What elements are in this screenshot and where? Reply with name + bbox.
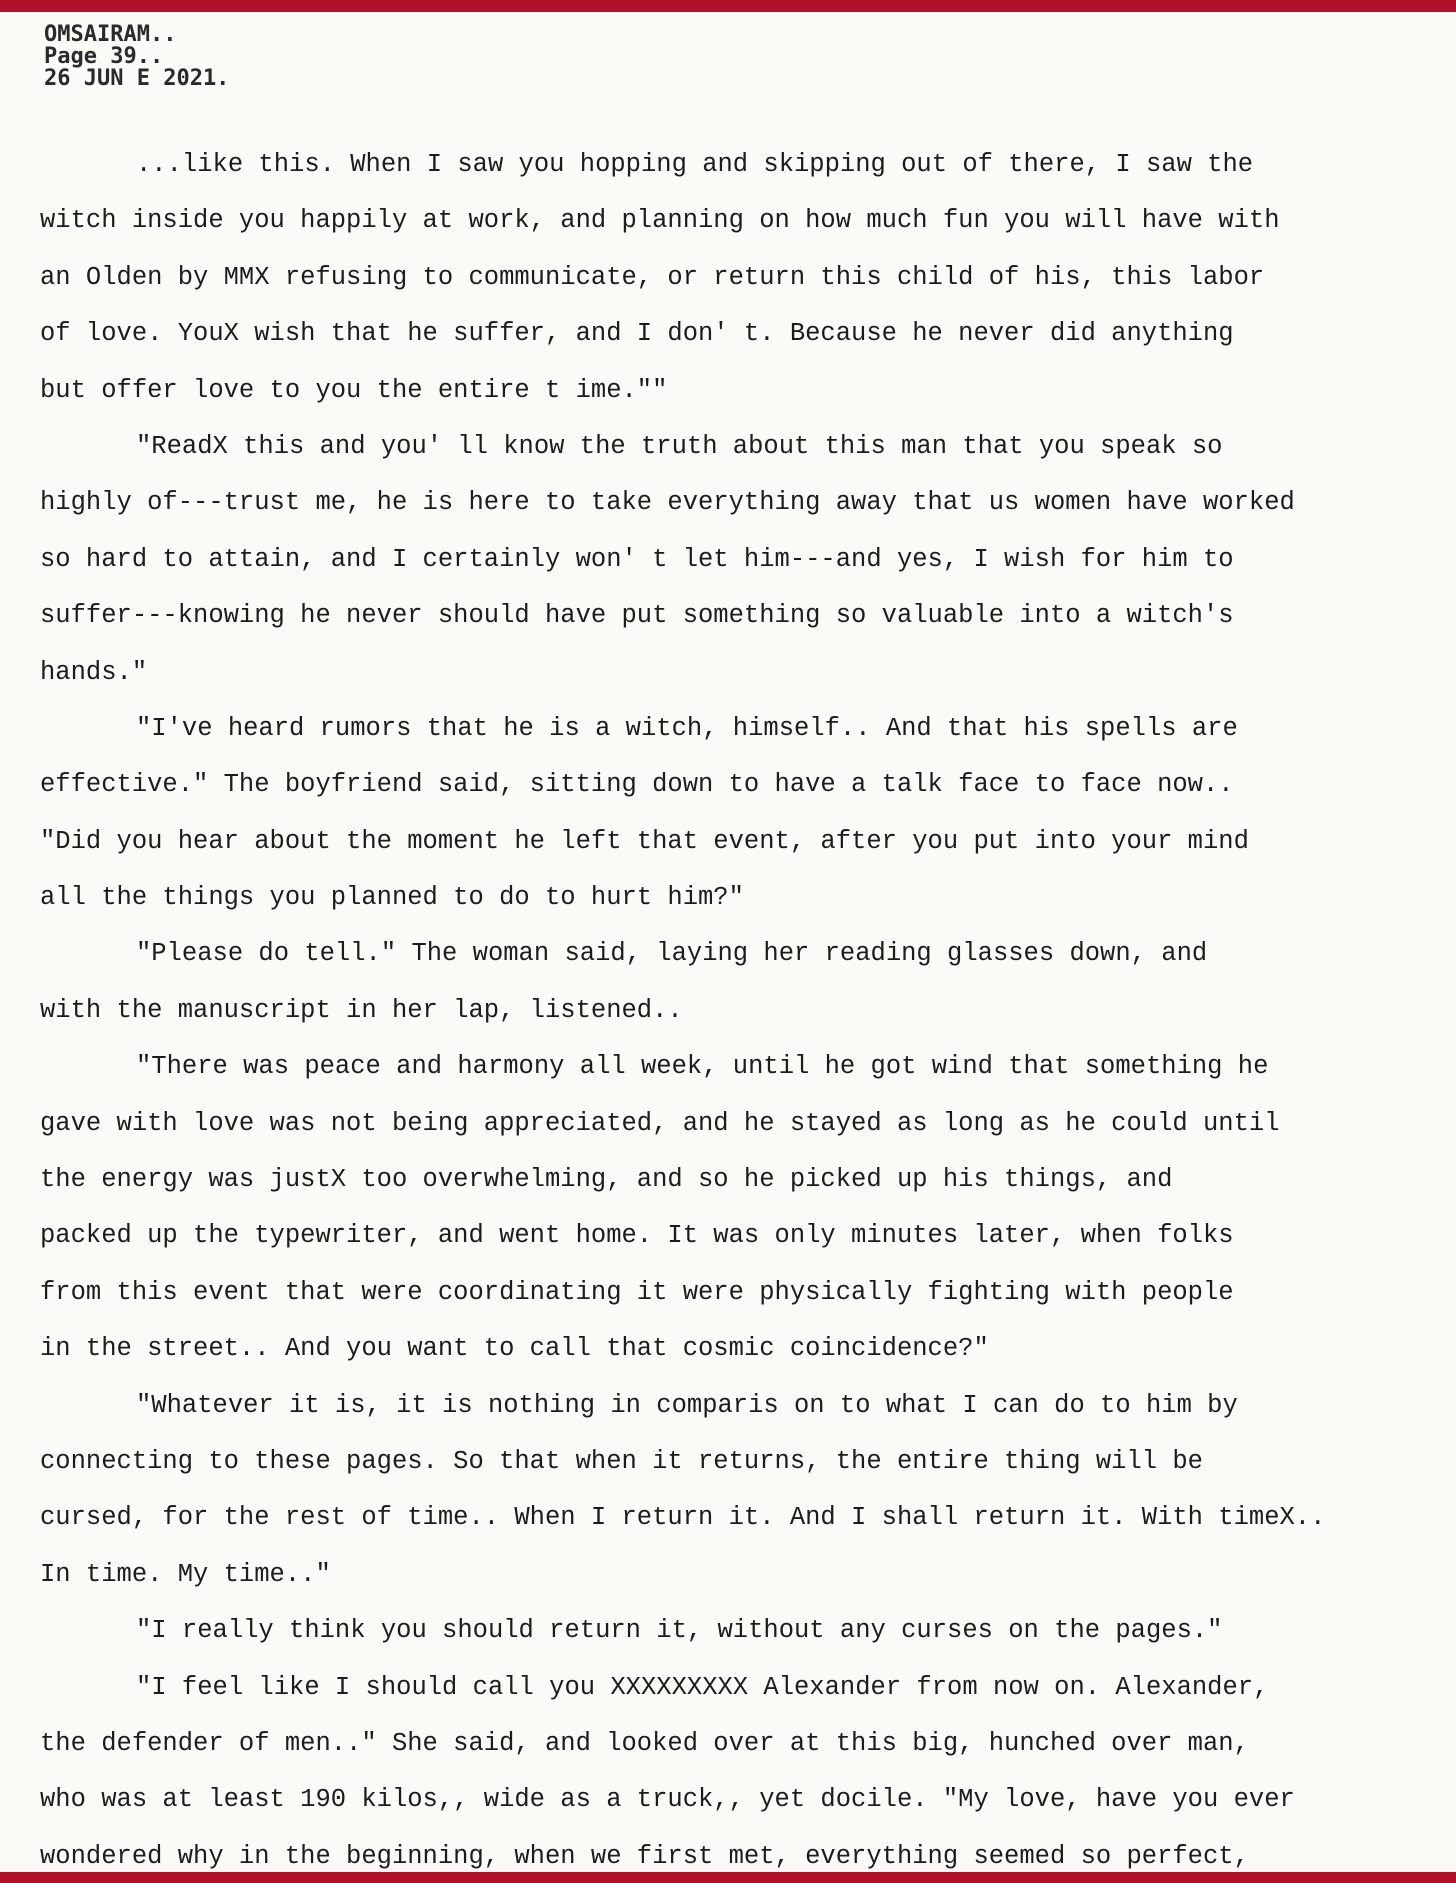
page-number: Page 39.. <box>44 44 164 69</box>
text-line: suffer---knowing he never should have put something so valuable into a witch's <box>40 601 1234 631</box>
text-line: "Whatever it is, it is nothing in comparis on to what I can do to him by <box>136 1390 1238 1420</box>
text-line: all the things you planned to do to hurt him?" <box>40 883 744 913</box>
text-line: gave with love was not being appreciated, and he stayed as long as he could until <box>40 1108 1280 1138</box>
text-line: "There was peace and harmony all week, until he got wind that something he <box>136 1052 1269 1082</box>
text-line: from this event that were coordinating it were physically fighting with people <box>40 1277 1234 1307</box>
page-date: 26 JUN E 2021. <box>44 66 230 91</box>
text-line: but offer love to you the entire t ime."" <box>40 375 668 405</box>
text-line: witch inside you happily at work, and planning on how much fun you will have with <box>40 206 1280 236</box>
text-line: effective." The boyfriend said, sitting down to have a talk face to face now.. <box>40 770 1234 800</box>
text-line: who was at least 190 kilos,, wide as a truck,, yet docile. "My love, have you ever <box>40 1785 1295 1815</box>
text-line: "I feel like I should call you XXXXXXXXX Alexander from now on. Alexander, <box>136 1672 1269 1702</box>
text-line: "Did you hear about the moment he left that event, after you put into your mind <box>40 826 1249 856</box>
text-line: hands." <box>40 657 148 687</box>
text-line: connecting to these pages. So that when it returns, the entire thing will be <box>40 1446 1203 1476</box>
text-line: with the manuscript in her lap, listened.. <box>40 995 683 1025</box>
typed-page <box>0 12 1456 1872</box>
text-line: "Please do tell." The woman said, laying her reading glasses down, and <box>136 939 1208 969</box>
text-line: packed up the typewriter, and went home. It was only minutes later, when folks <box>40 1221 1234 1251</box>
text-line: the defender of men.." She said, and looked over at this big, hunched over man, <box>40 1728 1249 1758</box>
text-line: cursed, for the rest of time.. When I return it. And I shall return it. With timeX.. <box>40 1503 1326 1533</box>
text-line: "I really think you should return it, without any curses on the pages." <box>136 1616 1223 1646</box>
text-line: "ReadX this and you' ll know the truth about this man that you speak so <box>136 431 1223 461</box>
text-line: highly of---trust me, he is here to take everything away that us women have worked <box>40 488 1295 518</box>
text-line: so hard to attain, and I certainly won' t let him---and yes, I wish for him to <box>40 544 1234 574</box>
text-line: an Olden by MMX refusing to communicate, or return this child of his, this labor <box>40 262 1265 292</box>
text-line: in the street.. And you want to call that cosmic coincidence?" <box>40 1334 989 1364</box>
text-line: "I've heard rumors that he is a witch, himself.. And that his spells are <box>136 713 1238 743</box>
text-line: of love. YouX wish that he suffer, and I don' t. Because he never did anything <box>40 319 1234 349</box>
text-line: In time. My time.." <box>40 1559 331 1589</box>
page-header <box>44 24 229 90</box>
text-line: the energy was justX too overwhelming, and so he picked up his things, and <box>40 1165 1173 1195</box>
text-line: ...like this. When I saw you hopping and skipping out of there, I saw the <box>136 150 1254 179</box>
typed-text-body <box>40 137 1450 1872</box>
header-title: OMSAIRAM.. <box>44 22 177 47</box>
text-line: wondered why in the beginning, when we first met, everything seemed so perfect, <box>40 1841 1249 1871</box>
